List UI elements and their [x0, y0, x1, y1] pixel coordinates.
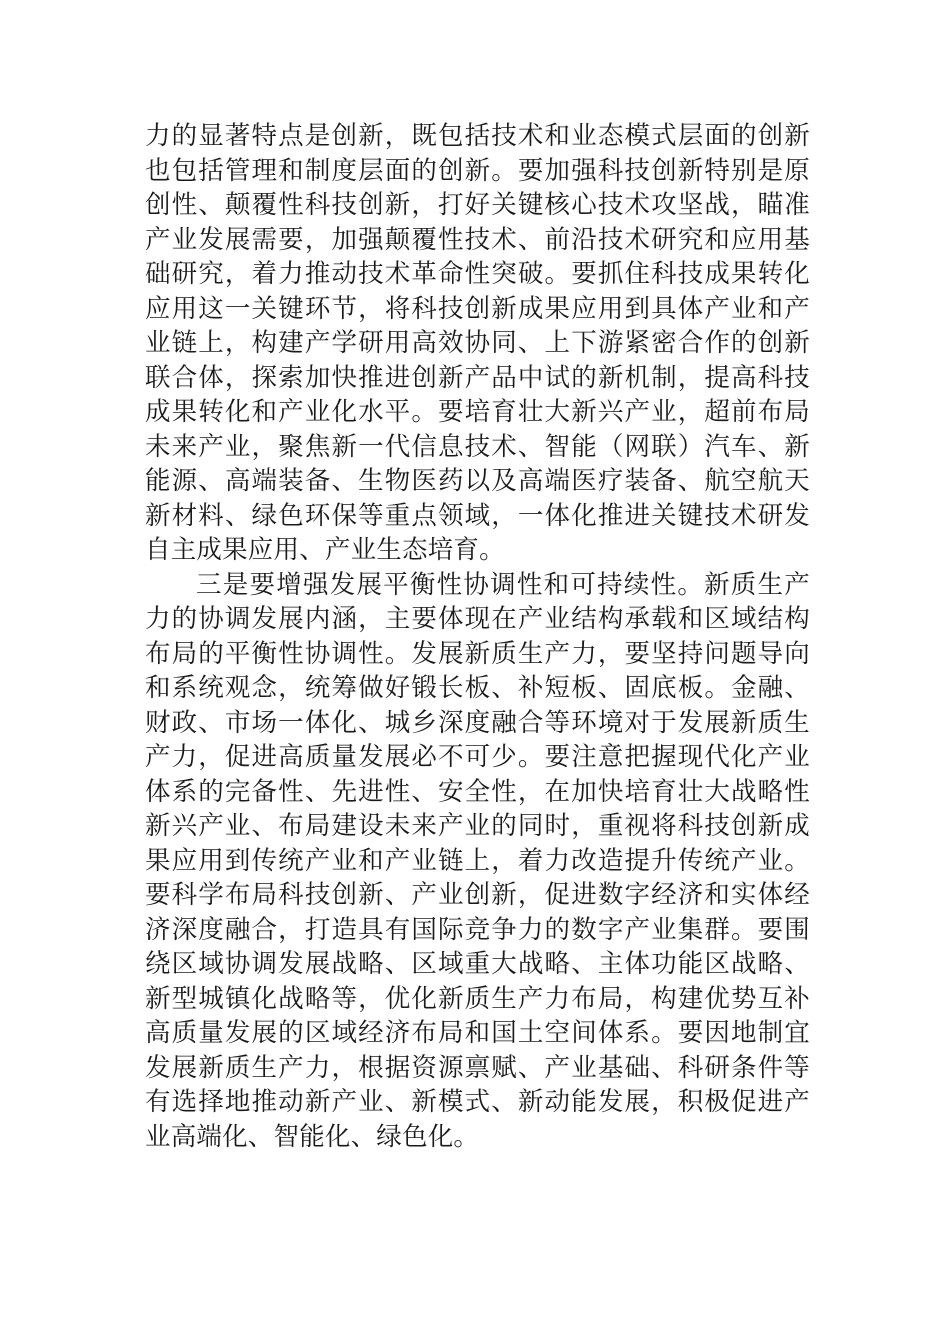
text-line: 有选择地推动新产业、新模式、新动能发展，积极促进产 [145, 1087, 810, 1117]
text-line: 未来产业，聚焦新一代信息技术、智能（网联）汽车、新 [145, 431, 810, 462]
text-line: 力的显著特点是创新，既包括技术和业态模式层面的创新 [145, 121, 810, 151]
text-line: 绕区域协调发展战略、区域重大战略、主体功能区战略、 [145, 949, 810, 979]
body-text [145, 119, 810, 1154]
text-line: 也包括管理和制度层面的创新。要加强科技创新特别是原 [145, 155, 810, 186]
text-line: 财政、市场一体化、城乡深度融合等环境对于发展新质生 [145, 707, 810, 738]
text-line-first: 三是要增强发展平衡性协调性和可持续性。新质生产 [196, 569, 810, 600]
text-line: 发展新质生产力，根据资源禀赋、产业基础、科研条件等 [145, 1052, 810, 1083]
text-line: 能源、高端装备、生物医药以及高端医疗装备、航空航天 [145, 466, 810, 496]
text-line: 础研究，着力推动技术革命性突破。要抓住科技成果转化 [145, 259, 810, 289]
text-line: 要科学布局科技创新、产业创新，促进数字经济和实体经 [145, 880, 810, 910]
text-line: 高质量发展的区域经济布局和国土空间体系。要因地制宜 [145, 1018, 810, 1048]
text-line: 体系的完备性、先进性、安全性，在加快培育壮大战略性 [145, 776, 810, 807]
text-line: 济深度融合，打造具有国际竞争力的数字产业集群。要围 [145, 914, 810, 945]
text-line: 业高端化、智能化、绿色化。 [145, 1121, 480, 1152]
text-line: 成果转化和产业化水平。要培育壮大新兴产业，超前布局 [145, 397, 810, 427]
text-line: 业链上，构建产学研用高效协同、上下游紧密合作的创新 [145, 328, 810, 358]
text-line: 新兴产业、布局建设未来产业的同时，重视将科技创新成 [145, 811, 810, 841]
text-line: 应用这一关键环节，将科技创新成果应用到具体产业和产 [145, 293, 810, 324]
text-line: 自主成果应用、产业生态培育。 [145, 535, 505, 565]
text-line: 新材料、绿色环保等重点领域，一体化推进关键技术研发 [145, 500, 810, 531]
text-line: 新型城镇化战略等，优化新质生产力布局，构建优势互补 [145, 983, 810, 1014]
paragraph-innovation [145, 119, 810, 568]
text-line: 创性、颠覆性科技创新，打好关键核心技术攻坚战，瞄准 [145, 190, 810, 220]
text-line: 力的协调发展内涵，主要体现在产业结构承载和区域结构 [145, 604, 810, 634]
text-line: 联合体，探索加快推进创新产品中试的新机制，提高科技 [145, 362, 810, 393]
text-line: 和系统观念，统筹做好锻长板、补短板、固底板。金融、 [145, 673, 810, 703]
text-line: 产业发展需要，加强颠覆性技术、前沿技术研究和应用基 [145, 224, 810, 255]
text-line: 布局的平衡性协调性。发展新质生产力，要坚持问题导向 [145, 638, 810, 669]
text-line: 产力，促进高质量发展必不可少。要注意把握现代化产业 [145, 742, 810, 772]
text-line: 果应用到传统产业和产业链上，着力改造提升传统产业。 [145, 845, 810, 876]
paragraph-balance [145, 568, 810, 1155]
